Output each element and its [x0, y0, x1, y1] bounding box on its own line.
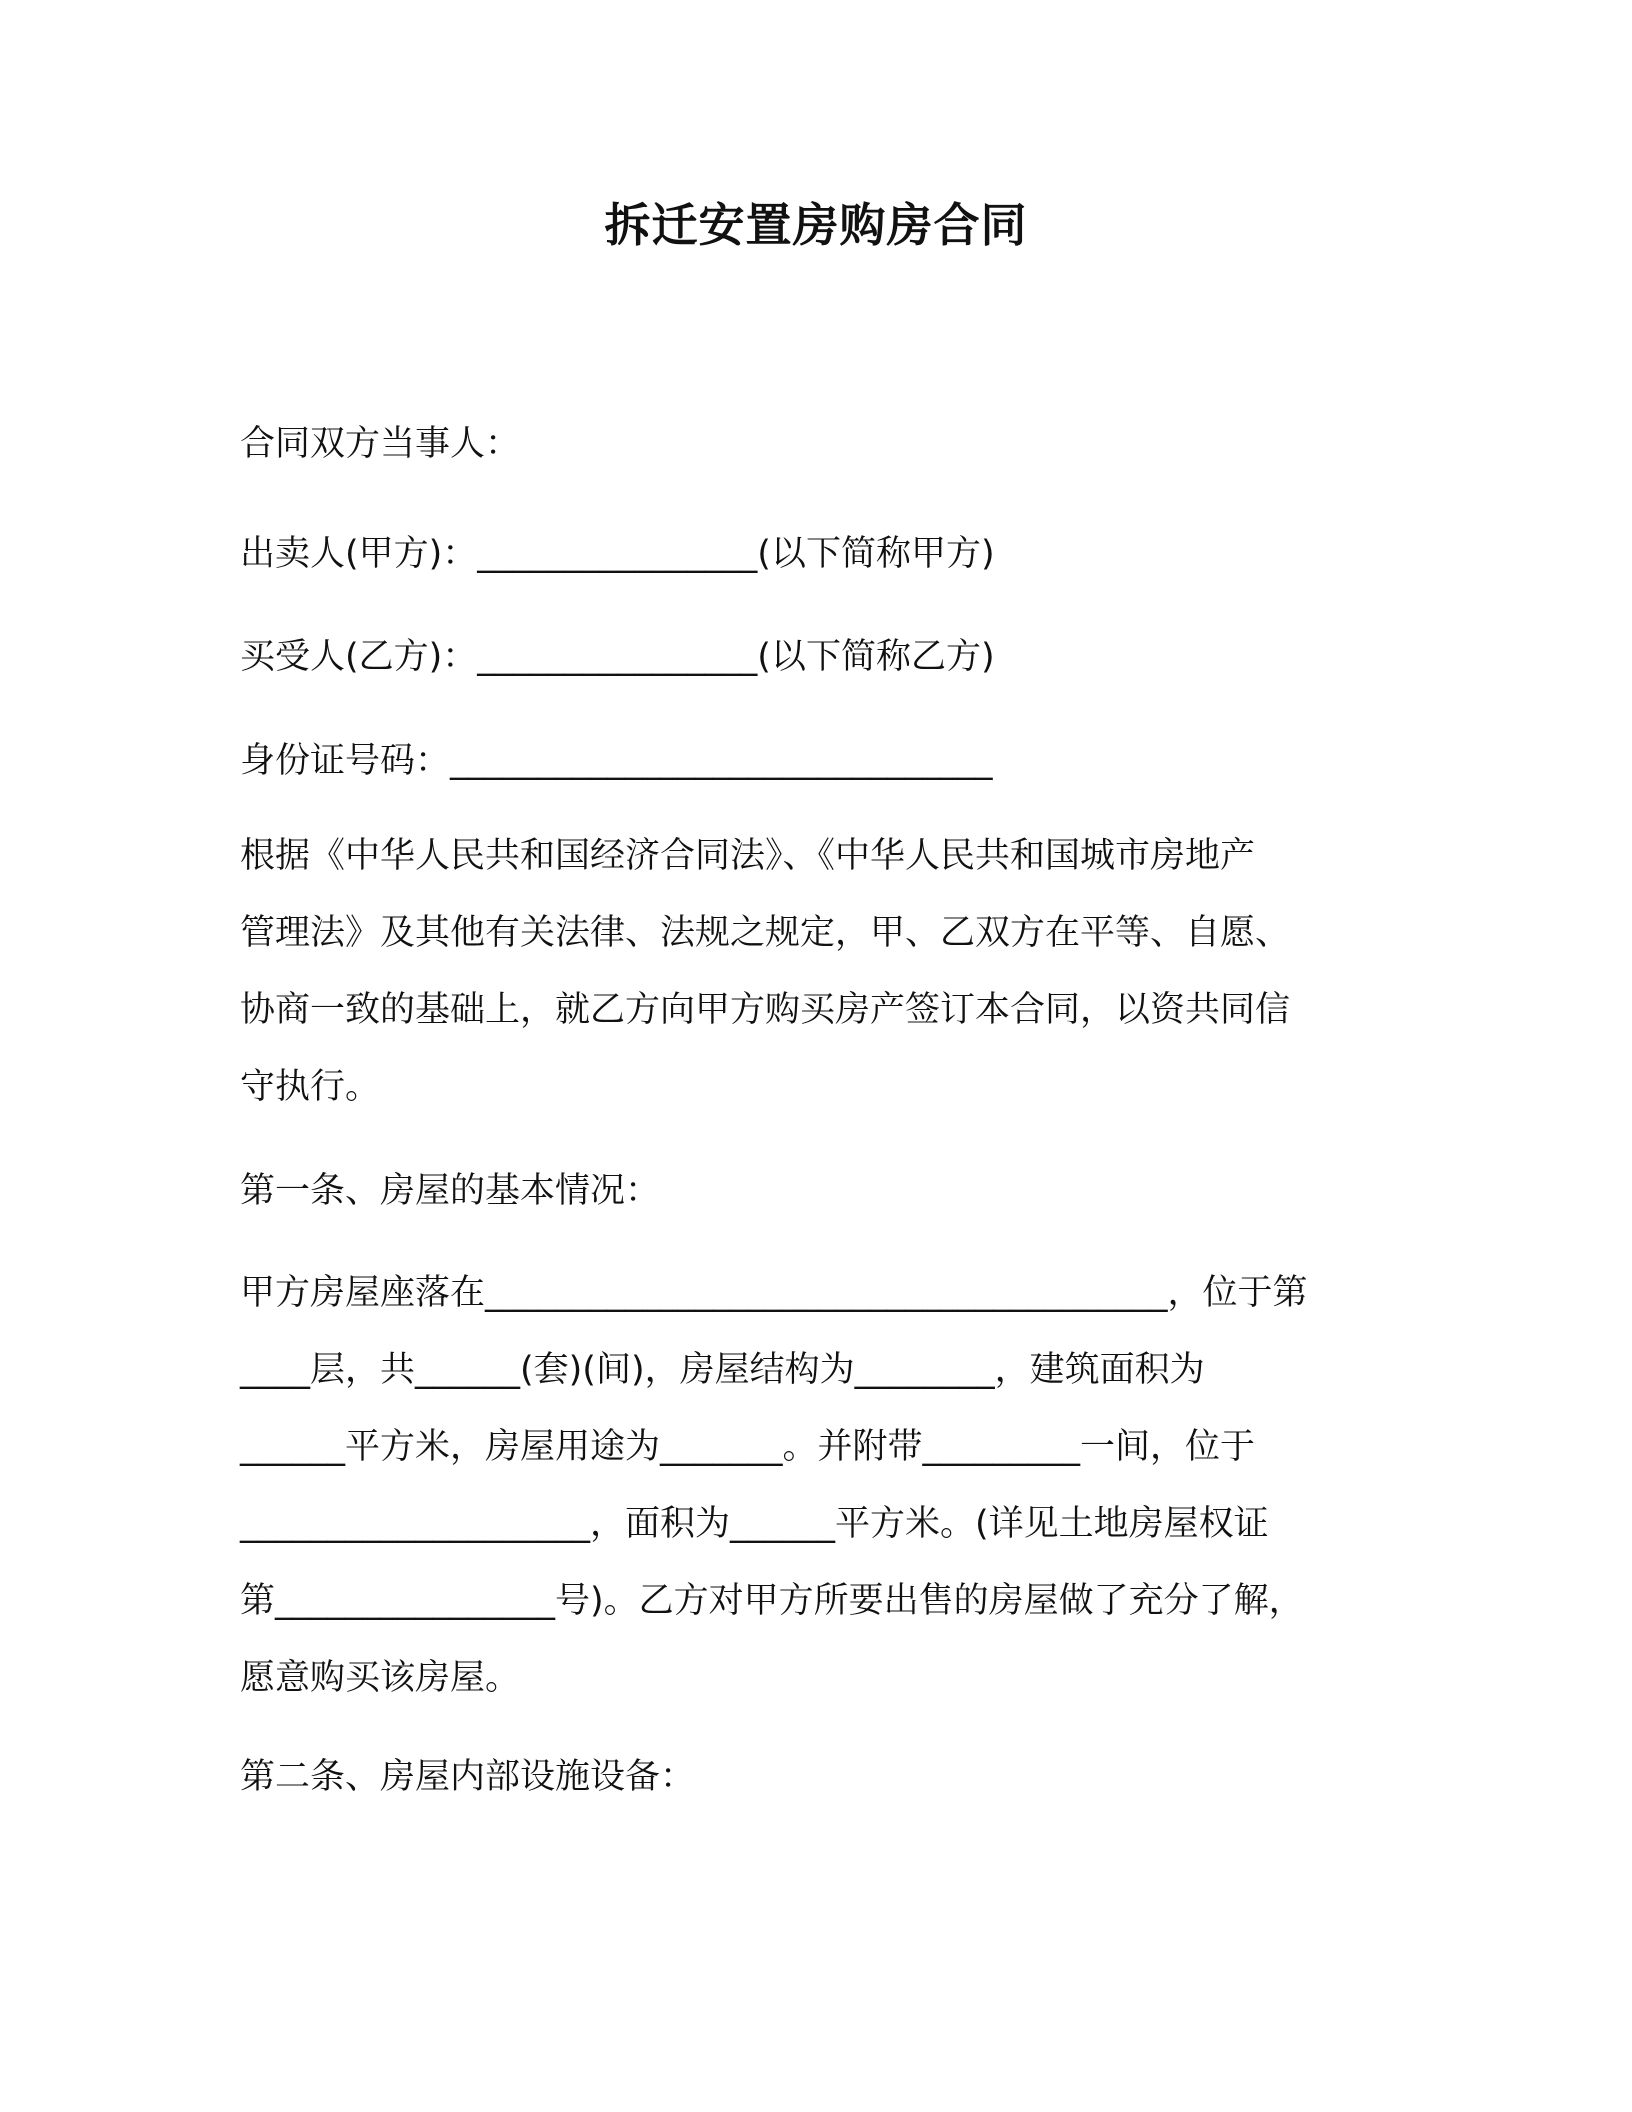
preamble-line: 根据《中华人民共和国经济合同法》、《中华人民共和国城市房地产	[240, 836, 1256, 876]
preamble-line: 管理法》及其他有关法律、法规之规定，甲、乙双方在平等、自愿、	[240, 913, 1291, 953]
seller-line: 出卖人(甲方)：________________(以下简称甲方)	[240, 534, 995, 574]
id-number-line: 身份证号码：_______________________________	[240, 741, 993, 781]
article1-line: 甲方房屋座落在_______________________________________，位于第	[240, 1273, 1308, 1313]
article1-line: ____层，共______(套)(间)，房屋结构为________，建筑面积为	[240, 1350, 1205, 1390]
article1-heading: 第一条、房屋的基本情况：	[240, 1171, 661, 1211]
article1-line: 愿意购买该房屋。	[240, 1658, 521, 1698]
buyer-line: 买受人(乙方)：________________(以下简称乙方)	[240, 637, 995, 677]
article2-heading: 第二条、房屋内部设施设备：	[240, 1757, 696, 1797]
document-title: 拆迁安置房购房合同	[604, 198, 1028, 252]
parties-heading: 合同双方当事人：	[240, 424, 521, 464]
preamble-line: 守执行。	[240, 1067, 381, 1107]
preamble-paragraph	[240, 818, 1370, 1126]
article1-line: ______平方米，房屋用途为_______。并附带_________一间，位于	[240, 1427, 1256, 1467]
article1-line: ____________________，面积为______平方米。(详见土地房屋权证	[240, 1504, 1269, 1544]
article1-line: 第________________号)。乙方对甲方所要出售的房屋做了充分了解，	[240, 1581, 1304, 1621]
preamble-line: 协商一致的基础上，就乙方向甲方购买房产签订本合同，以资共同信	[240, 990, 1291, 1030]
article1-paragraph	[240, 1255, 1370, 1717]
